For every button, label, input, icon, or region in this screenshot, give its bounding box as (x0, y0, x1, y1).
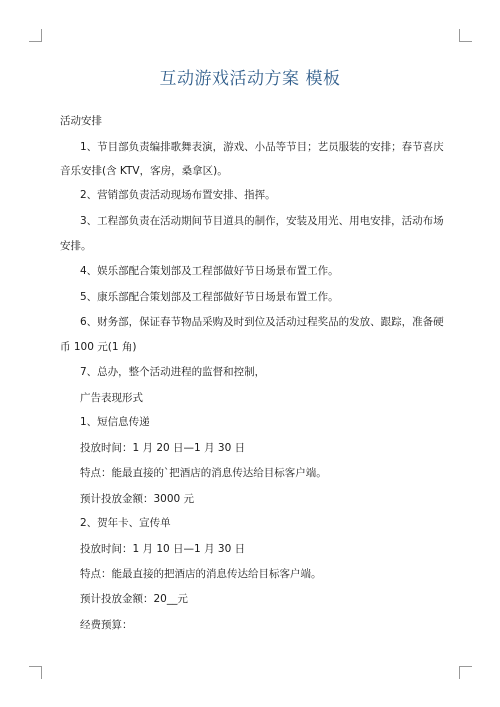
crop-mark-bottom-left (29, 666, 42, 679)
crop-mark-bottom-right (459, 666, 472, 679)
section-heading-activity: 活动安排 (60, 115, 102, 127)
paragraph-line: 币 100 元(1 角) (60, 341, 137, 353)
paragraph-line: 音乐安排(含 KTV，客房，桑拿区)。 (60, 165, 228, 177)
paragraph-line: 投放时间：1 月 20 日—1 月 30 日 (80, 442, 246, 454)
crop-mark-top-left (29, 29, 42, 42)
paragraph-line: 特点：能最直接的`把酒店的消息传达给目标客户端。 (80, 467, 327, 479)
paragraph-line: 预计投放金额：20__元 (80, 593, 188, 605)
paragraph-line: 3、工程部负责在活动期间节目道具的制作，安装及用光、用电安排，活动布场 (80, 215, 444, 227)
paragraph-line: 7、总办，整个活动进程的监督和控制， (80, 366, 266, 378)
paragraph-line: 6、财务部，保证春节物品采购及时到位及活动过程奖品的发放、跟踪，准备硬 (80, 316, 444, 328)
paragraph-line: 1、节目部负责编排歌舞表演，游戏、小品等节目；艺员服装的安排；春节喜庆 (80, 141, 444, 153)
paragraph-line: 特点：能最直接的把酒店的消息传达给目标客户端。 (80, 568, 322, 580)
paragraph-line: 预计投放金额：3000 元 (80, 493, 195, 505)
crop-mark-top-right (459, 29, 472, 42)
document-title: 互动游戏活动方案 模板 (159, 69, 341, 89)
paragraph-line: 投放时间：1 月 10 日—1 月 30 日 (80, 543, 246, 555)
paragraph-line: 2、营销部负责活动现场布置安排、指挥。 (80, 189, 276, 201)
paragraph-line: 安排。 (60, 240, 92, 252)
paragraph-line: 4、娱乐部配合策划部及工程部做好节日场景布置工作。 (80, 265, 339, 277)
paragraph-line: 1、短信息传递 (80, 416, 150, 428)
paragraph-line: 2、贺年卡、宣传单 (80, 517, 171, 529)
paragraph-line: 5、康乐部配合策划部及工程部做好节日场景布置工作。 (80, 291, 339, 303)
section-heading-advertising: 广告表现形式 (80, 392, 143, 404)
paragraph-line: 经费预算： (80, 619, 133, 631)
